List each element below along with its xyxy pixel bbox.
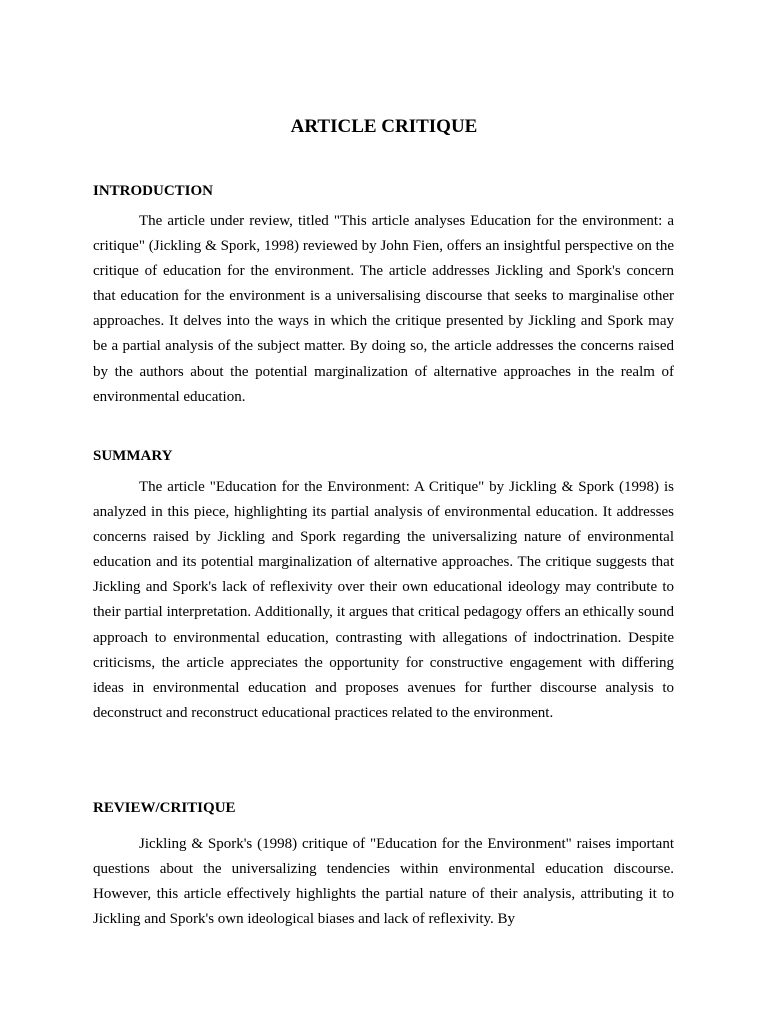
review-critique-paragraph: Jickling & Spork's (1998) critique of "Education for the Environment" raises important questions about the universalizing tendencies within environmental education discourse. However, this article effectively highlights the partial nature of their analysis, attributing it to Jickling and Spork's own ideological biases and lack of reflexivity. By <box>93 836 674 928</box>
section-heading-introduction: INTRODUCTION <box>93 183 214 199</box>
section-heading-review-critique: REVIEW/CRITIQUE <box>93 800 236 816</box>
introduction-paragraph: The article under review, titled "This article analyses Education for the environment: a critique" (Jickling & Spork, 1998) reviewed by John Fien, offers an insightful perspective on the critique of education for the environment. The article addresses Jickling and Spork's concern that education for the environment is a universalising discourse that seeks to marginalise other approaches. It delves into the ways in which the critique presented by Jickling and Spork may be a partial analysis of the subject matter. By doing so, the article addresses the concerns raised by the authors about the potential marginalization of alternative approaches in the realm of environmental education. <box>93 213 674 405</box>
document-title: ARTICLE CRITIQUE <box>290 116 478 137</box>
summary-paragraph: The article "Education for the Environment: A Critique" by Jickling & Spork (1998) is analyzed in this piece, highlighting its partial analysis of environmental education. It addresses concerns raised by Jickling and Spork regarding the universalizing nature of environmental education and its potential marginalization of alternative approaches. The critique suggests that Jickling and Spork's lack of reflexivity over their own educational ideology may contribute to their partial interpretation. Additionally, it argues that critical pedagogy offers an ethically sound approach to environmental education, contrasting with allegations of indoctrination. Despite criticisms, the article appreciates the opportunity for constructive engagement with differing ideas in environmental education and proposes avenues for further discourse analysis to deconstruct and reconstruct educational practices related to the environment. <box>93 479 674 721</box>
section-heading-summary: SUMMARY <box>93 448 173 464</box>
